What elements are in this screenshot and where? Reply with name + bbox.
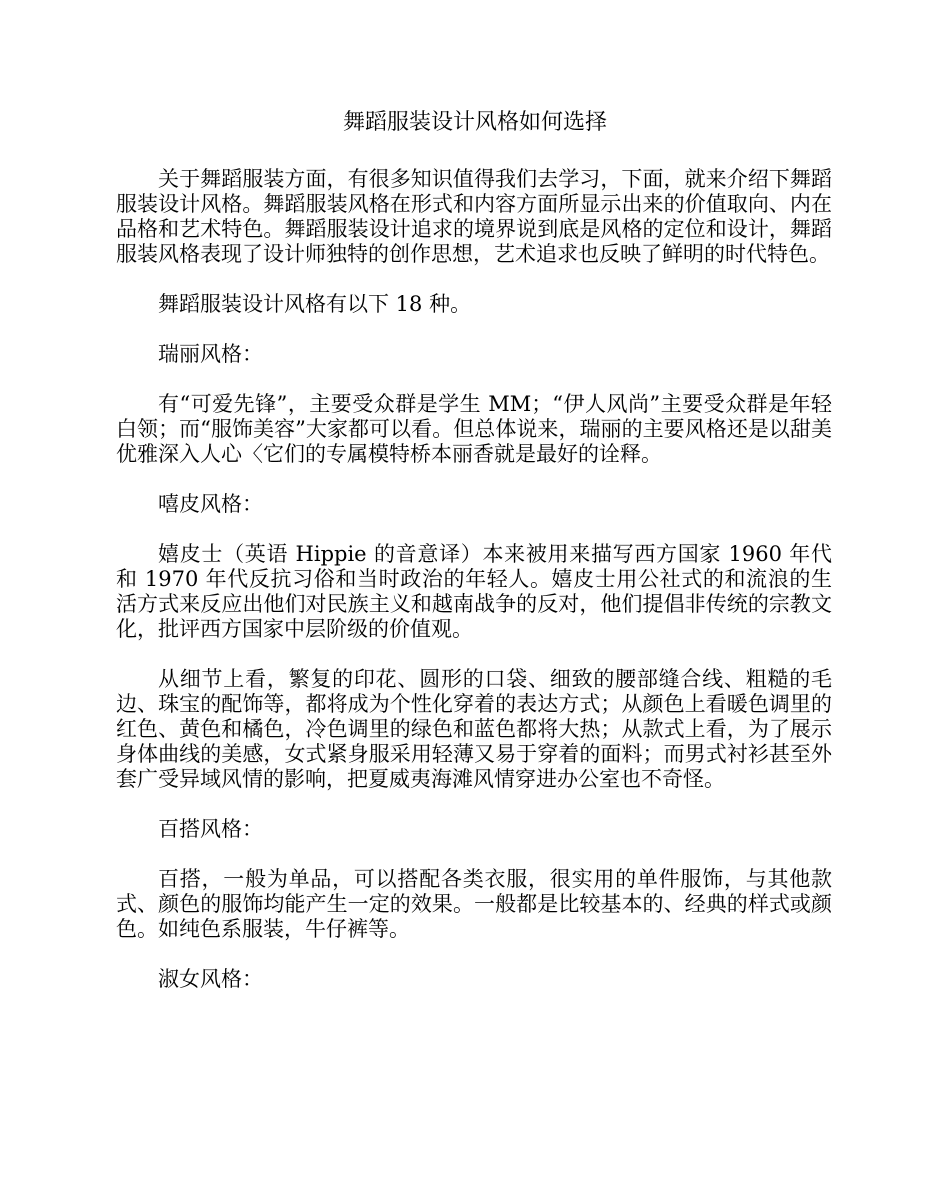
paragraph-intro: 关于舞蹈服装方面，有很多知识值得我们去学习，下面，就来介绍下舞蹈服装设计风格。舞蹈服装风格在形式和内容方面所显示出来的价值取向、内在品格和艺术特色。舞蹈服装设计追求的境界说到底是风格的定位和设计，舞蹈服装风格表现了设计师独特的创作思想，艺术追求也反映了鲜明的时代特色。 (116, 167, 832, 266)
heading-versatile-style: 百搭风格： (158, 817, 263, 841)
paragraph-style-count: 舞蹈服装设计风格有以下 18 种。 (158, 292, 472, 316)
heading-lady-style: 淑女风格： (158, 967, 263, 991)
paragraph-hippie-details: 从细节上看，繁复的印花、圆形的口袋、细致的腰部缝合线、粗糙的毛边、珠宝的配饰等，都将成为个性化穿着的表达方式；从颜色上看暖色调里的红色、黄色和橘色，冷色调里的绿色和蓝色都将大热；从款式上看，为了展示身体曲线的美感，女式紧身服采用轻薄又易于穿着的面料；而男式衬衫甚至外套广受异域风情的影响，把夏威夷海滩风情穿进办公室也不奇怪。 (116, 667, 832, 791)
document-body (116, 167, 832, 1017)
paragraph-hippie-history: 嬉皮士（英语 Hippie 的音意译）本来被用来描写西方国家 1960 年代和 1970 年代反抗习俗和当时政治的年轻人。嬉皮士用公社式的和流浪的生活方式来反应出他们对民族主义和越南战争的反对，他们提倡非传统的宗教文化，批评西方国家中层阶级的价值观。 (116, 542, 832, 641)
heading-hippie-style: 嘻皮风格： (158, 492, 263, 516)
document-title: 舞蹈服装设计风格如何选择 (342, 110, 607, 135)
paragraph-versatile-style: 百搭，一般为单品，可以搭配各类衣服，很实用的单件服饰，与其他款式、颜色的服饰均能产生一定的效果。一般都是比较基本的、经典的样式或颜色。如纯色系服装，牛仔裤等。 (116, 867, 832, 941)
paragraph-ruili-style: 有“可爱先锋”，主要受众群是学生 MM；“伊人风尚”主要受众群是年轻白领；而“服饰美容”大家都可以看。但总体说来，瑞丽的主要风格还是以甜美优雅深入人心〈它们的专属模特桥本丽香就是最好的诠释。 (116, 392, 832, 466)
heading-ruili-style: 瑞丽风格： (158, 342, 263, 366)
